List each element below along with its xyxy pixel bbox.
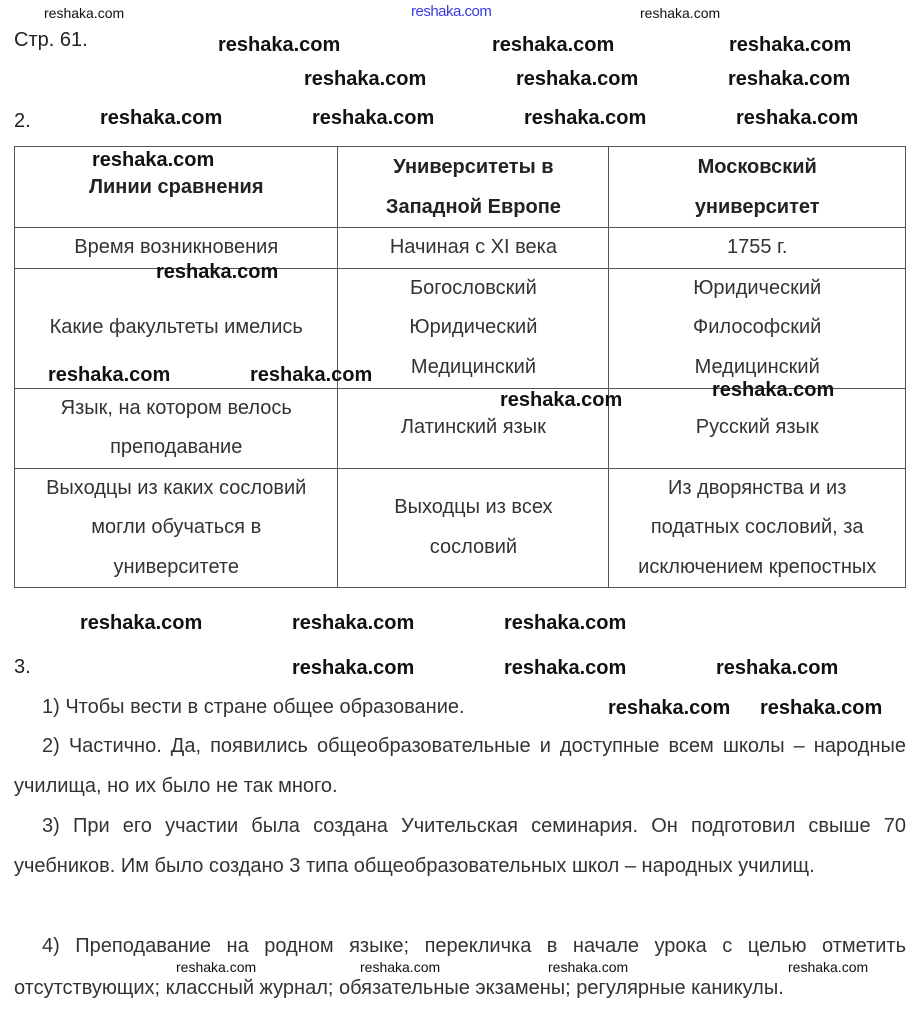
table-cell <box>338 468 609 588</box>
table-cell <box>15 388 338 468</box>
cell-line: Начиная с XI века <box>389 236 557 258</box>
watermark: reshaka.com <box>712 379 835 401</box>
cell-line: Какие факультеты имелись <box>49 316 303 339</box>
watermark: reshaka.com <box>504 657 627 679</box>
watermark: reshaka.com <box>729 34 852 56</box>
watermark: reshaka.com <box>500 389 623 411</box>
cell-line: Язык, на котором велось <box>60 396 292 419</box>
cell-line: Из дворянства и из <box>668 476 847 499</box>
cell-line: университете <box>113 555 239 578</box>
watermark: reshaka.com <box>292 657 415 679</box>
watermark: reshaka.com <box>760 697 883 719</box>
cell-line: Выходцы из всех <box>394 496 553 519</box>
watermark: reshaka.com <box>492 34 615 56</box>
cell-line: преподавание <box>110 436 243 458</box>
header-cell <box>338 147 609 228</box>
cell-line: Философский <box>693 316 822 339</box>
table-cell <box>338 228 609 269</box>
watermark: reshaka.com <box>156 261 279 283</box>
answer-3: 3) При его участии была создана Учительская семинария. Он подготовил свыше 70 учебников. Им было создано 3 типа общеобразовательных школ – народных училищ. <box>14 815 906 877</box>
cell-line: Русский язык <box>695 416 819 439</box>
cell-line: Богословский <box>410 276 537 299</box>
cell-line: Линии сравнения <box>88 176 264 198</box>
watermark: reshaka.com <box>640 5 721 21</box>
cell-line: Медицинский <box>694 355 820 378</box>
table-cell <box>15 468 338 588</box>
answer-1: 1) Чтобы вести в стране общее образование. <box>42 696 465 718</box>
cell-line: Университеты в <box>393 156 554 178</box>
watermark: reshaka.com <box>728 68 851 90</box>
table-row <box>15 228 906 269</box>
cell-line: сословий <box>429 535 518 558</box>
watermark: reshaka.com <box>360 959 441 975</box>
header-cell <box>609 147 906 228</box>
watermark: reshaka.com <box>524 107 647 129</box>
watermark: reshaka.com <box>92 149 215 171</box>
cell-line: могли обучаться в <box>91 516 262 538</box>
task-3-label: 3. <box>14 656 31 678</box>
table-cell <box>609 228 906 269</box>
watermark: reshaka.com <box>788 959 869 975</box>
watermark: reshaka.com <box>44 5 125 21</box>
table-row <box>15 468 906 588</box>
watermark: reshaka.com <box>100 107 223 129</box>
page-label: Стр. 61. <box>14 29 88 51</box>
cell-line: 1755 г. <box>726 236 788 258</box>
cell-line: Латинский язык <box>400 416 546 439</box>
table-cell <box>609 268 906 388</box>
cell-line: Медицинский <box>410 355 536 378</box>
watermark: reshaka.com <box>736 107 859 129</box>
watermark: reshaka.com <box>250 364 373 386</box>
cell-line: Выходцы из каких сословий <box>46 476 307 499</box>
watermark: reshaka.com <box>716 657 839 679</box>
watermark: reshaka.com <box>516 68 639 90</box>
watermark: reshaka.com <box>312 107 435 129</box>
cell-line: Московский <box>697 156 817 178</box>
table-cell <box>609 468 906 588</box>
watermark: reshaka.com <box>608 697 731 719</box>
watermark: reshaka.com <box>218 34 341 56</box>
cell-line: университет <box>694 196 820 218</box>
cell-line: Юридический <box>409 316 538 339</box>
cell-line: податных сословий, за <box>650 516 864 538</box>
watermark: reshaka.com <box>80 612 203 634</box>
watermark: reshaka.com <box>48 364 171 386</box>
answer-4: 4) Преподавание на родном языке; перекличка в начале урока с целью отметить отсутствующих; классный журнал; обязательные экзамены; регулярные каникулы. <box>14 935 906 999</box>
answer-2: 2) Частично. Да, появились общеобразовательные и доступные всем школы – народные училища, но их было не так много. <box>14 735 906 797</box>
table-cell <box>338 268 609 388</box>
watermark: reshaka.com <box>304 68 427 90</box>
task-2-label: 2. <box>14 110 31 132</box>
cell-line: Время возникновения <box>74 236 279 258</box>
watermark: reshaka.com <box>504 612 627 634</box>
cell-line: Западной Европе <box>385 196 561 218</box>
watermark: reshaka.com <box>292 612 415 634</box>
cell-line: Юридический <box>693 276 822 299</box>
watermark: reshaka.com <box>411 3 492 20</box>
cell-line: исключением крепостных <box>638 555 877 578</box>
watermark: reshaka.com <box>548 959 629 975</box>
watermark: reshaka.com <box>176 959 257 975</box>
